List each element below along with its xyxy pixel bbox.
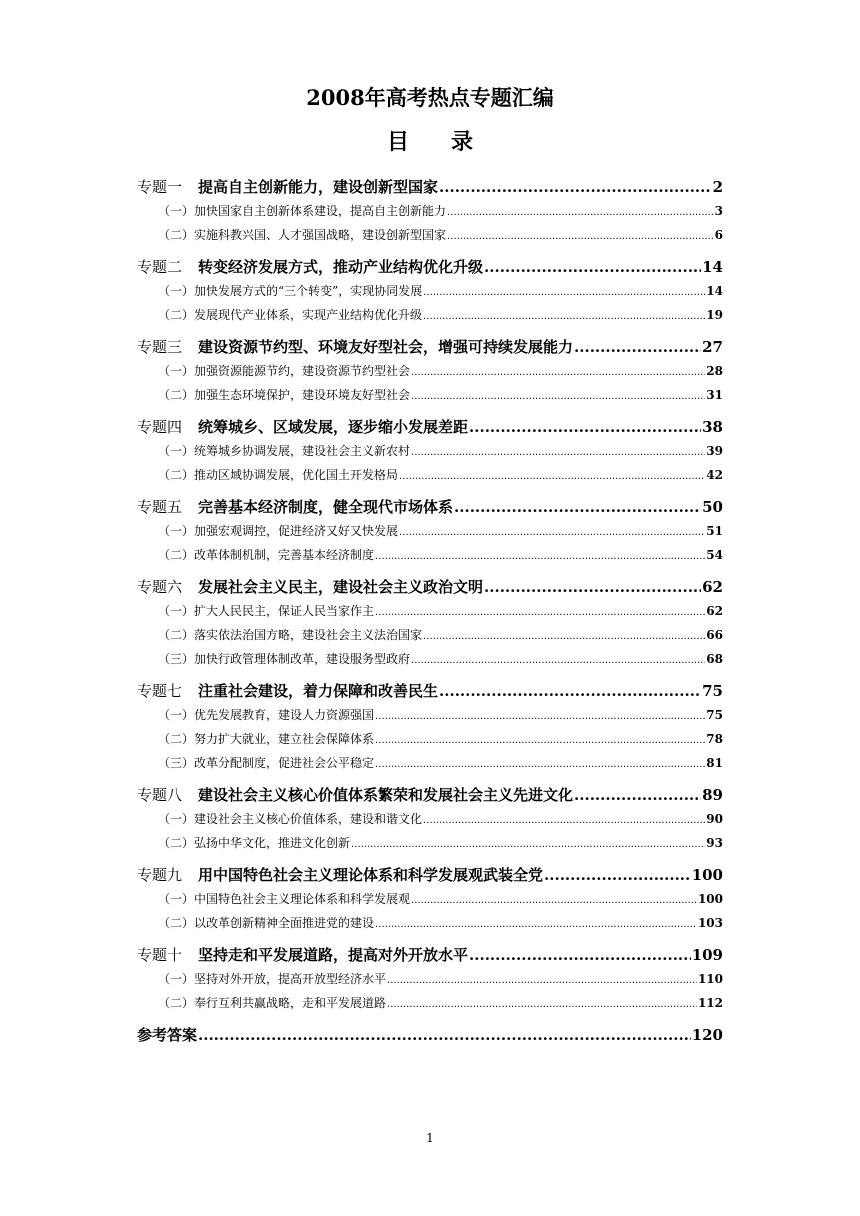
- toc-section-label: （二）: [158, 228, 195, 242]
- toc-dot-leader: [423, 626, 705, 648]
- toc-chapter-block: [137, 494, 723, 568]
- toc-chapter-block: [137, 334, 723, 408]
- toc-chapter-block: [137, 942, 723, 1016]
- toc-section-label: （一）: [158, 284, 195, 298]
- toc-dot-leader: [411, 386, 705, 408]
- toc-section-text: [158, 752, 374, 774]
- toc-section-page: 19: [706, 308, 723, 322]
- toc-dot-leader: [447, 226, 714, 248]
- toc-section-page: 62: [706, 604, 723, 618]
- toc-section-title: 中国特色社会主义理论体系和科学发展观: [194, 892, 411, 906]
- toc-section-title: 加快国家自主创新体系建设，提高自主创新能力: [194, 204, 447, 218]
- toc-section-title: 统筹城乡协调发展，建设社会主义新农村: [194, 444, 411, 458]
- toc-section-page: 14: [706, 284, 723, 298]
- toc-section-text: [158, 624, 422, 646]
- toc-section-title: 改革分配制度，促进社会公平稳定: [194, 756, 375, 770]
- toc-chapter-entry[interactable]: [137, 678, 723, 704]
- toc-section-label: （二）: [158, 468, 195, 482]
- toc-dot-leader: [411, 442, 705, 464]
- toc-dot-leader: [351, 834, 705, 856]
- toc-section-entry[interactable]: [158, 624, 723, 648]
- toc-section-title: 加强资源能源节约，建设资源节约型社会: [194, 364, 411, 378]
- toc-section-page: 51: [706, 524, 723, 538]
- toc-chapter-label: 专题三: [137, 338, 183, 356]
- toc-section-title: 坚持对外开放，提高开放型经济水平: [194, 972, 387, 986]
- toc-section-page: 3: [714, 204, 723, 218]
- toc-section-page: 78: [706, 732, 723, 746]
- toc-section-page: 112: [697, 996, 723, 1010]
- toc-section-title: 改革体制机制，完善基本经济制度: [194, 548, 375, 562]
- toc-section-entry[interactable]: [158, 544, 723, 568]
- toc-section-title: 加快行政管理体制改革，建设服务型政府: [194, 652, 411, 666]
- toc-dot-leader: [375, 706, 705, 728]
- toc-section-entry[interactable]: [158, 968, 723, 992]
- toc-section-label: （二）: [158, 732, 195, 746]
- toc-section-entry[interactable]: [158, 728, 723, 752]
- toc-section-title: 实施科教兴国、人才强国战略，建设创新型国家: [194, 228, 447, 242]
- toc-section-page: 42: [706, 468, 723, 482]
- toc-section-page: 81: [706, 756, 723, 770]
- toc-section-page: 66: [706, 628, 723, 642]
- toc-dot-leader: [375, 730, 705, 752]
- toc-section-title: 加强宏观调控，促进经济又好又快发展: [194, 524, 399, 538]
- toc-chapter-block: [137, 174, 723, 248]
- toc-dot-leader: [198, 1022, 691, 1048]
- toc-chapter-block: [137, 862, 723, 936]
- toc-chapter-text: [137, 334, 573, 360]
- toc-dot-leader: [454, 494, 701, 520]
- toc-chapter-text: [137, 942, 468, 968]
- toc-chapter-text: [137, 574, 483, 600]
- toc-section-text: [158, 704, 374, 726]
- toc-section-label: （三）: [158, 756, 195, 770]
- toc-section-entry[interactable]: [158, 832, 723, 856]
- toc-section-entry[interactable]: [158, 888, 723, 912]
- toc-section-text: [158, 832, 350, 854]
- toc-section-text: [158, 440, 410, 462]
- toc-dot-leader: [484, 574, 701, 600]
- toc-dot-leader: [411, 890, 697, 912]
- toc-section-title: 奉行互利共赢战略，走和平发展道路: [194, 996, 387, 1010]
- toc-dot-leader: [423, 810, 705, 832]
- toc-section-label: （一）: [158, 604, 195, 618]
- toc-section-title: 以改革创新精神全面推进党的建设: [194, 916, 375, 930]
- toc-chapter-block: [137, 782, 723, 856]
- toc-chapter-label: 专题一: [137, 178, 183, 196]
- toc-section-label: （二）: [158, 388, 195, 402]
- toc-section-label: （二）: [158, 308, 195, 322]
- toc-chapter-entry[interactable]: [137, 942, 723, 968]
- toc-section-text: [158, 224, 446, 246]
- toc-chapter-title: 发展社会主义民主，建设社会主义政治文明: [198, 578, 484, 596]
- toc-section-page: 28: [706, 364, 723, 378]
- toc-section-page: 39: [706, 444, 723, 458]
- toc-section-title: 努力扩大就业，建立社会保障体系: [194, 732, 375, 746]
- toc-chapter-page: 50: [702, 498, 723, 516]
- toc-chapter-title: 提高自主创新能力，建设创新型国家: [198, 178, 439, 196]
- toc-chapter-title: 注重社会建设，着力保障和改善民生: [198, 682, 439, 700]
- toc-section-entry[interactable]: [158, 808, 723, 832]
- toc-chapter-entry[interactable]: [137, 174, 723, 200]
- table-of-contents: [137, 172, 723, 1048]
- toc-section-text: [158, 888, 410, 910]
- toc-chapter-text: [137, 782, 573, 808]
- toc-chapter-page: 100: [691, 866, 723, 884]
- toc-section-text: [158, 280, 422, 302]
- toc-reference-entry[interactable]: [137, 1022, 723, 1048]
- toc-chapter-label: 专题二: [137, 258, 183, 276]
- toc-section-label: （一）: [158, 444, 195, 458]
- toc-chapter-text: [137, 414, 468, 440]
- toc-chapter-text: [137, 678, 438, 704]
- toc-dot-leader: [375, 754, 705, 776]
- toc-section-entry[interactable]: [158, 992, 723, 1016]
- toc-chapter-text: [137, 862, 543, 888]
- toc-chapter-entry[interactable]: [137, 414, 723, 440]
- toc-section-label: （一）: [158, 892, 195, 906]
- toc-section-title: 优先发展教育，建设人力资源强国: [194, 708, 375, 722]
- toc-chapter-title: 统筹城乡、区域发展，逐步缩小发展差距: [198, 418, 469, 436]
- toc-section-label: （一）: [158, 524, 195, 538]
- toc-section-entry[interactable]: [158, 384, 723, 408]
- toc-reference-title: 参考答案: [137, 1026, 198, 1044]
- toc-chapter-text: [137, 254, 483, 280]
- toc-dot-leader: [399, 466, 705, 488]
- toc-chapter-title: 用中国特色社会主义理论体系和科学发展观武装全党: [198, 866, 544, 884]
- toc-section-label: （一）: [158, 204, 195, 218]
- toc-section-title: 弘扬中华文化，推进文化创新: [194, 836, 351, 850]
- toc-section-label: （二）: [158, 916, 195, 930]
- toc-dot-leader: [387, 970, 697, 992]
- toc-chapter-entry[interactable]: [137, 574, 723, 600]
- toc-section-page: 75: [706, 708, 723, 722]
- toc-dot-leader: [439, 174, 712, 200]
- toc-section-entry[interactable]: [158, 304, 723, 328]
- toc-section-page: 54: [706, 548, 723, 562]
- toc-chapter-page: 2: [712, 178, 723, 196]
- toc-chapter-label: 专题七: [137, 682, 183, 700]
- toc-chapter-block: [137, 414, 723, 488]
- toc-section-entry[interactable]: [158, 648, 723, 672]
- toc-section-text: [158, 600, 374, 622]
- toc-dot-leader: [469, 942, 691, 968]
- toc-chapter-block: [137, 254, 723, 328]
- toc-dot-leader: [411, 650, 705, 672]
- toc-chapter-text: [137, 494, 453, 520]
- toc-section-page: 100: [697, 892, 723, 906]
- toc-section-text: [158, 648, 410, 670]
- toc-chapter-page: 109: [691, 946, 723, 964]
- toc-section-entry[interactable]: [158, 520, 723, 544]
- toc-chapter-entry[interactable]: [137, 334, 723, 360]
- toc-chapter-label: 专题八: [137, 786, 183, 804]
- toc-dot-leader: [411, 362, 705, 384]
- document-title: 2008年高考热点专题汇编: [306, 85, 554, 110]
- toc-dot-leader: [574, 782, 701, 808]
- toc-section-title: 扩大人民民主，保证人民当家作主: [194, 604, 375, 618]
- toc-dot-leader: [469, 414, 701, 440]
- toc-section-label: （二）: [158, 836, 195, 850]
- toc-reference-page: 120: [691, 1026, 723, 1044]
- toc-section-page: 31: [706, 388, 723, 402]
- toc-section-text: [158, 360, 410, 382]
- toc-section-entry[interactable]: [158, 752, 723, 776]
- toc-section-entry[interactable]: [158, 224, 723, 248]
- toc-section-label: （二）: [158, 996, 195, 1010]
- toc-section-label: （二）: [158, 628, 195, 642]
- toc-dot-leader: [375, 914, 697, 936]
- toc-section-text: [158, 200, 446, 222]
- toc-section-entry[interactable]: [158, 200, 723, 224]
- toc-section-title: 推动区域协调发展，优化国土开发格局: [194, 468, 399, 482]
- toc-chapter-label: 专题四: [137, 418, 183, 436]
- toc-section-entry[interactable]: [158, 704, 723, 728]
- toc-section-page: 103: [697, 916, 723, 930]
- toc-section-text: [158, 808, 422, 830]
- toc-chapter-page: 75: [702, 682, 723, 700]
- toc-chapter-page: 14: [702, 258, 723, 276]
- toc-dot-leader: [423, 282, 705, 304]
- toc-dot-leader: [399, 522, 705, 544]
- toc-chapter-block: [137, 678, 723, 776]
- toc-section-title: 发展现代产业体系，实现产业结构优化升级: [194, 308, 423, 322]
- toc-heading: 目录: [386, 129, 515, 155]
- toc-chapter-title: 建设社会主义核心价值体系繁荣和发展社会主义先进文化: [198, 786, 574, 804]
- toc-dot-leader: [423, 306, 705, 328]
- toc-dot-leader: [387, 994, 697, 1016]
- toc-section-page: 93: [706, 836, 723, 850]
- toc-section-page: 90: [706, 812, 723, 826]
- toc-section-title: 加快发展方式的“三个转变”，实现协同发展: [194, 284, 423, 298]
- toc-section-entry[interactable]: [158, 280, 723, 304]
- toc-section-entry[interactable]: [158, 912, 723, 936]
- toc-section-text: [158, 728, 374, 750]
- toc-chapter-label: 专题六: [137, 578, 183, 596]
- toc-dot-leader: [574, 334, 701, 360]
- toc-section-label: （一）: [158, 364, 195, 378]
- toc-chapter-entry[interactable]: [137, 494, 723, 520]
- toc-section-text: [158, 520, 398, 542]
- toc-section-label: （三）: [158, 652, 195, 666]
- toc-chapter-entry[interactable]: [137, 862, 723, 888]
- toc-chapter-title: 建设资源节约型、环境友好型社会，增强可持续发展能力: [198, 338, 574, 356]
- toc-dot-leader: [447, 202, 714, 224]
- toc-section-label: （一）: [158, 812, 195, 826]
- toc-chapter-title: 完善基本经济制度，健全现代市场体系: [198, 498, 454, 516]
- toc-chapter-label: 专题九: [137, 866, 183, 884]
- toc-section-page: 110: [697, 972, 723, 986]
- toc-chapter-title: 坚持走和平发展道路，提高对外开放水平: [198, 946, 469, 964]
- toc-section-text: [158, 384, 410, 406]
- toc-section-entry[interactable]: [158, 360, 723, 384]
- toc-section-title: 建设社会主义核心价值体系，建设和谐文化: [194, 812, 423, 826]
- toc-section-label: （一）: [158, 708, 195, 722]
- toc-section-page: 6: [714, 228, 723, 242]
- page-number: 1: [426, 1131, 434, 1145]
- toc-dot-leader: [375, 602, 705, 624]
- toc-section-page: 68: [706, 652, 723, 666]
- toc-chapter-text: [137, 174, 438, 200]
- toc-chapter-block: [137, 574, 723, 672]
- toc-section-text: [158, 304, 422, 326]
- toc-section-title: 加强生态环境保护，建设环境友好型社会: [194, 388, 411, 402]
- toc-chapter-label: 专题十: [137, 946, 183, 964]
- toc-chapter-page: 89: [702, 786, 723, 804]
- toc-chapter-page: 27: [702, 338, 723, 356]
- toc-dot-leader: [544, 862, 691, 888]
- toc-section-label: （一）: [158, 972, 195, 986]
- toc-section-text: [158, 464, 398, 486]
- toc-section-text: [158, 968, 386, 990]
- toc-dot-leader: [439, 678, 701, 704]
- toc-section-text: [158, 912, 374, 934]
- toc-section-title: 落实依法治国方略，建设社会主义法治国家: [194, 628, 423, 642]
- toc-section-text: [158, 544, 374, 566]
- toc-dot-leader: [375, 546, 705, 568]
- toc-chapter-page: 62: [702, 578, 723, 596]
- toc-chapter-entry[interactable]: [137, 254, 723, 280]
- toc-section-label: （二）: [158, 548, 195, 562]
- toc-section-entry[interactable]: [158, 600, 723, 624]
- toc-chapter-page: 38: [702, 418, 723, 436]
- toc-section-entry[interactable]: [158, 440, 723, 464]
- toc-chapter-entry[interactable]: [137, 782, 723, 808]
- toc-chapter-label: 专题五: [137, 498, 183, 516]
- toc-section-text: [158, 992, 386, 1014]
- toc-section-entry[interactable]: [158, 464, 723, 488]
- toc-chapter-title: 转变经济发展方式，推动产业结构优化升级: [198, 258, 484, 276]
- toc-dot-leader: [484, 254, 701, 280]
